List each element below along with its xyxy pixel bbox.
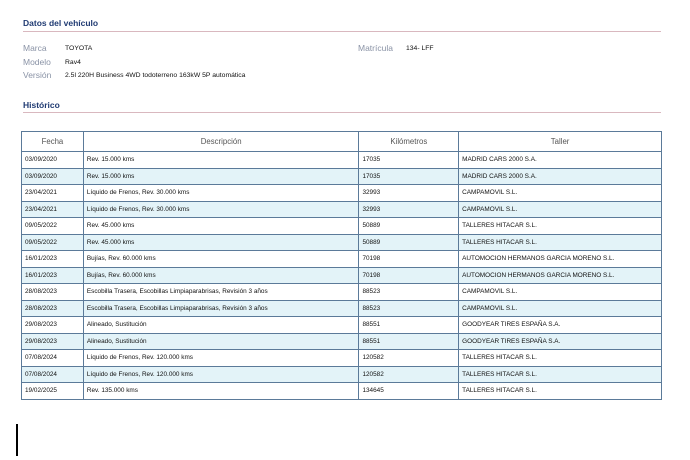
cell-kilometros: 88523 xyxy=(359,284,459,301)
table-row xyxy=(22,251,662,268)
column-header-fecha: Fecha xyxy=(22,132,84,152)
table-row xyxy=(22,234,662,251)
modelo-value: Rav4 xyxy=(65,59,81,66)
cell-taller: CAMPAMOVIL S.L. xyxy=(459,201,662,218)
table-row xyxy=(22,267,662,284)
history-section-divider xyxy=(23,112,661,113)
vehicle-section-title: Datos del vehículo xyxy=(23,18,99,28)
cell-fecha: 09/05/2022 xyxy=(22,218,84,235)
matricula-label: Matrícula xyxy=(358,43,393,53)
cell-descripcion: Escobilla Trasera, Escobillas Limpiaparabrisas, Revisión 3 años xyxy=(83,300,359,317)
table-row xyxy=(22,185,662,202)
vehicle-section-divider xyxy=(23,31,661,32)
cell-kilometros: 70198 xyxy=(359,251,459,268)
cell-taller: TALLERES HITACAR S.L. xyxy=(459,234,662,251)
cell-kilometros: 50889 xyxy=(359,218,459,235)
cell-kilometros: 120582 xyxy=(359,366,459,383)
cell-descripcion: Rev. 15.000 kms xyxy=(83,168,359,185)
cell-taller: TALLERES HITACAR S.L. xyxy=(459,350,662,367)
table-row xyxy=(22,383,662,400)
cell-descripcion: Rev. 15.000 kms xyxy=(83,152,359,169)
cell-descripcion: Rev. 45.000 kms xyxy=(83,218,359,235)
cell-fecha: 07/08/2024 xyxy=(22,366,84,383)
table-row xyxy=(22,333,662,350)
cell-taller: CAMPAMOVIL S.L. xyxy=(459,284,662,301)
cell-fecha: 03/09/2020 xyxy=(22,168,84,185)
cell-taller: AUTOMOCION HERMANOS GARCIA MORENO S.L. xyxy=(459,251,662,268)
cell-fecha: 23/04/2021 xyxy=(22,201,84,218)
text-cursor xyxy=(16,424,18,456)
table-row xyxy=(22,152,662,169)
cell-descripcion: Bujías, Rev. 60.000 kms xyxy=(83,251,359,268)
column-header-taller: Taller xyxy=(459,132,662,152)
cell-fecha: 23/04/2021 xyxy=(22,185,84,202)
cell-kilometros: 32993 xyxy=(359,201,459,218)
column-header-kilometros: Kilómetros xyxy=(359,132,459,152)
cell-kilometros: 32993 xyxy=(359,185,459,202)
table-row xyxy=(22,168,662,185)
table-row xyxy=(22,350,662,367)
cell-taller: MADRID CARS 2000 S.A. xyxy=(459,152,662,169)
marca-value: TOYOTA xyxy=(65,45,93,52)
cell-taller: AUTOMOCION HERMANOS GARCIA MORENO S.L. xyxy=(459,267,662,284)
cell-descripcion: Líquido de Frenos, Rev. 120.000 kms xyxy=(83,350,359,367)
cell-descripcion: Escobilla Trasera, Escobillas Limpiaparabrisas, Revisión 3 años xyxy=(83,284,359,301)
cell-descripcion: Bujías, Rev. 60.000 kms xyxy=(83,267,359,284)
cell-fecha: 29/08/2023 xyxy=(22,317,84,334)
table-row xyxy=(22,284,662,301)
table-row xyxy=(22,201,662,218)
cell-kilometros: 88551 xyxy=(359,317,459,334)
cell-descripcion: Rev. 45.000 kms xyxy=(83,234,359,251)
cell-kilometros: 17035 xyxy=(359,152,459,169)
history-table xyxy=(21,131,662,400)
table-row xyxy=(22,218,662,235)
cell-kilometros: 17035 xyxy=(359,168,459,185)
cell-fecha: 03/09/2020 xyxy=(22,152,84,169)
table-row xyxy=(22,300,662,317)
column-header-descripcion: Descripción xyxy=(83,132,359,152)
cell-kilometros: 50889 xyxy=(359,234,459,251)
cell-fecha: 19/02/2025 xyxy=(22,383,84,400)
cell-fecha: 28/08/2023 xyxy=(22,284,84,301)
cell-descripcion: Rev. 135.000 kms xyxy=(83,383,359,400)
marca-label: Marca xyxy=(23,43,47,53)
history-table-header xyxy=(22,132,662,152)
cell-taller: GOODYEAR TIRES ESPAÑA S.A. xyxy=(459,333,662,350)
cell-fecha: 16/01/2023 xyxy=(22,267,84,284)
version-value: 2.5l 220H Business 4WD todoterreno 163kW 5P automática xyxy=(65,72,246,79)
history-section-title: Histórico xyxy=(23,100,60,110)
cell-kilometros: 88523 xyxy=(359,300,459,317)
cell-fecha: 28/08/2023 xyxy=(22,300,84,317)
cell-kilometros: 134645 xyxy=(359,383,459,400)
cell-fecha: 07/08/2024 xyxy=(22,350,84,367)
cell-kilometros: 120582 xyxy=(359,350,459,367)
cell-taller: GOODYEAR TIRES ESPAÑA S.A. xyxy=(459,317,662,334)
table-row xyxy=(22,366,662,383)
cell-descripcion: Líquido de Frenos, Rev. 120.000 kms xyxy=(83,366,359,383)
cell-kilometros: 88551 xyxy=(359,333,459,350)
matricula-value: 134- LFF xyxy=(406,45,434,52)
cell-kilometros: 70198 xyxy=(359,267,459,284)
modelo-label: Modelo xyxy=(23,57,51,67)
cell-taller: CAMPAMOVIL S.L. xyxy=(459,185,662,202)
cell-descripcion: Líquido de Frenos, Rev. 30.000 kms xyxy=(83,201,359,218)
cell-taller: TALLERES HITACAR S.L. xyxy=(459,218,662,235)
cell-fecha: 09/05/2022 xyxy=(22,234,84,251)
cell-taller: TALLERES HITACAR S.L. xyxy=(459,366,662,383)
cell-fecha: 29/08/2023 xyxy=(22,333,84,350)
cell-taller: TALLERES HITACAR S.L. xyxy=(459,383,662,400)
cell-descripcion: Alineado, Sustitución xyxy=(83,317,359,334)
version-label: Versión xyxy=(23,70,52,80)
table-row xyxy=(22,317,662,334)
cell-descripcion: Alineado, Sustitución xyxy=(83,333,359,350)
cell-fecha: 16/01/2023 xyxy=(22,251,84,268)
cell-descripcion: Líquido de Frenos, Rev. 30.000 kms xyxy=(83,185,359,202)
cell-taller: CAMPAMOVIL S.L. xyxy=(459,300,662,317)
cell-taller: MADRID CARS 2000 S.A. xyxy=(459,168,662,185)
